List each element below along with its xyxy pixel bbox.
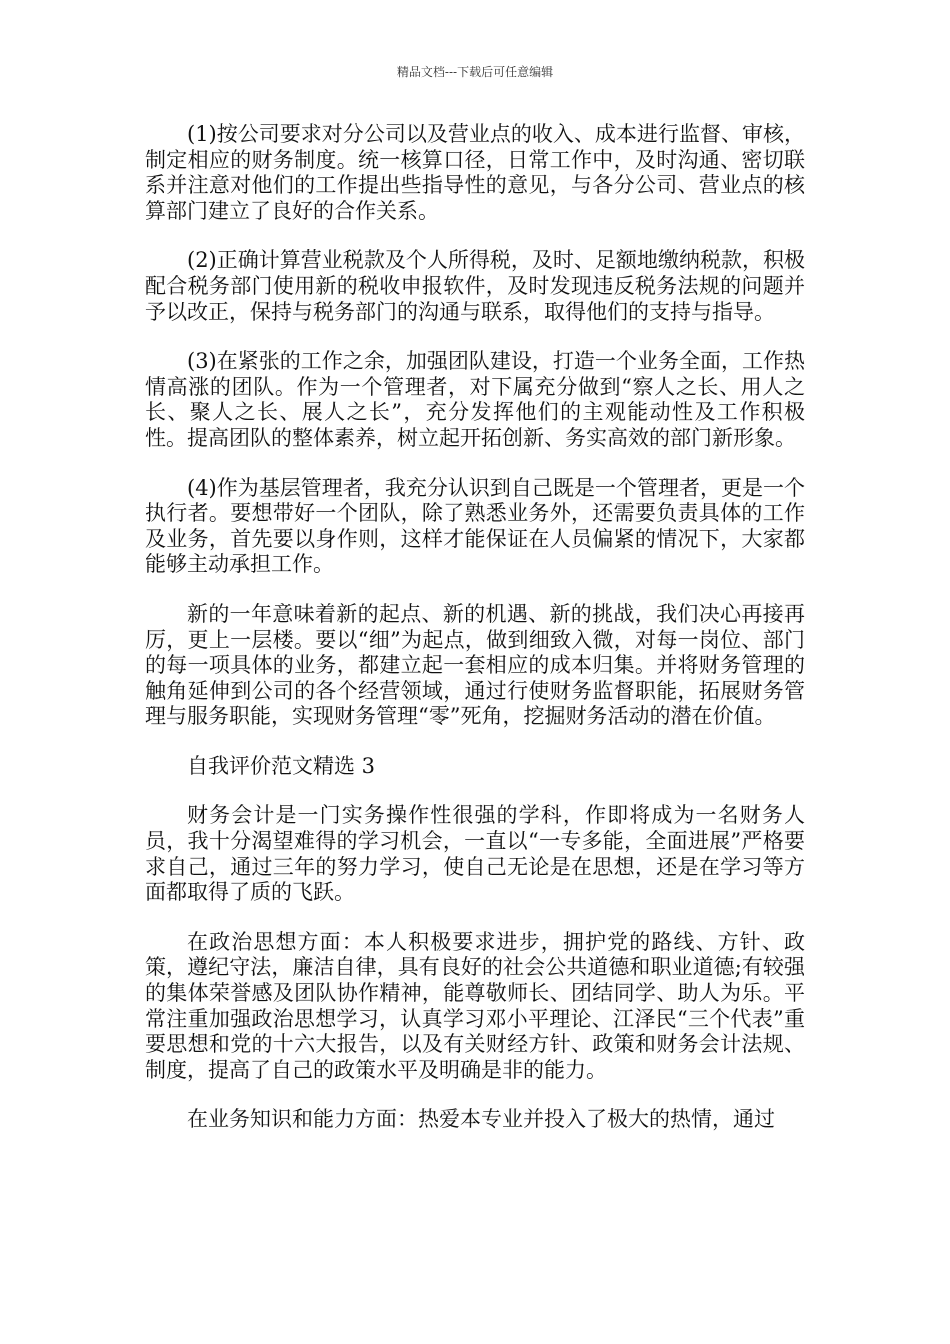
paragraph-political: 在政治思想方面：本人积极要求进步，拥护党的路线、方针、政策，遵纪守法，廉洁自律，具有良好的社会公共道德和职业道德;有较强的集体荣誉感及团队协作精神，能尊敬师长、团结同学、助人为乐。平常注重加强政治思想学习，认真学习邓小平理论、江泽民“三个代表”重要思想和党的十六大报告，以及有关财经方针、政策和财务会计法规、制度，提高了自己的政策水平及明确是非的能力。 [145,929,805,1082]
paragraph-duty-4: (4)作为基层管理者，我充分认识到自己既是一个管理者，更是一个执行者。要想带好一个团队，除了熟悉业务外，还需要负责具体的工作及业务，首先要以身作则，这样才能保证在人员偏紧的情况下，大家都能够主动承担工作。 [145,475,805,577]
section-heading: 自我评价范文精选 3 [187,753,376,778]
paragraph-intro: 财务会计是一门实务操作性很强的学科，作即将成为一名财务人员，我十分渴望难得的学习机会，一直以“一专多能，全面进展”严格要求自己，通过三年的努力学习，使自己无论是在思想，还是在学习等方面都取得了质的飞跃。 [145,803,805,905]
paragraph-duty-1: (1)按公司要求对分公司以及营业点的收入、成本进行监督、审核，制定相应的财务制度。统一核算口径，日常工作中，及时沟通、密切联系并注意对他们的工作提出些指导性的意见，与各分公司、营业点的核算部门建立了良好的合作关系。 [145,122,805,223]
paragraph-duty-3: (3)在紧张的工作之余，加强团队建设，打造一个业务全面，工作热情高涨的团队。作为一个管理者，对下属充分做到“察人之长、用人之长、聚人之长、展人之长”，充分发挥他们的主观能动性及工作积极性。提高团队的整体素养，树立起开拓创新、务实高效的部门新形象。 [145,349,805,450]
paragraph-duty-2: (2)正确计算营业税款及个人所得税，及时、足额地缴纳税款，积极配合税务部门使用新的税收申报软件，及时发现违反税务法规的问题并予以改正，保持与税务部门的沟通与联系，取得他们的支持与指导。 [145,248,805,324]
paragraph-outlook: 新的一年意味着新的起点、新的机遇、新的挑战，我们决心再接再厉，更上一层楼。要以“细”为起点，做到细致入微，对每一岗位、部门的每一项具体的业务，都建立起一套相应的成本归集。并将财务管理的触角延伸到公司的各个经营领域，通过行使财务监督职能，拓展财务管理与服务职能，实现财务管理“零”死角，挖掘财务活动的潜在价值。 [145,601,805,729]
page-header: 精品文档---下载后可任意编辑 [396,65,554,79]
paragraph-professional: 在业务知识和能力方面：热爱本专业并投入了极大的热情，通过 [187,1107,775,1132]
document-body [145,122,805,1157]
